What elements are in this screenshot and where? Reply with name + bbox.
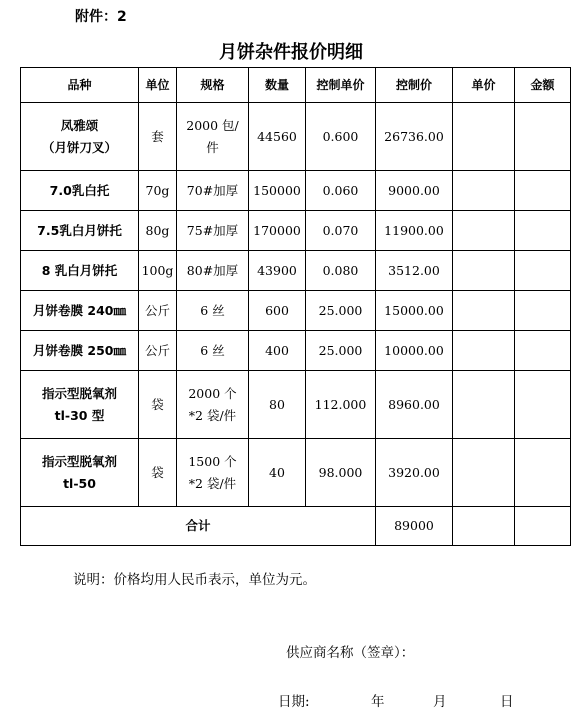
col-header-variety: 品种 <box>21 68 139 103</box>
cell-spec <box>177 211 249 251</box>
cell-control-price: 26736.00 <box>376 103 453 171</box>
header-row <box>21 68 571 103</box>
cell-spec-line: 80#加厚 <box>186 262 239 278</box>
cell-variety-line: 指示型脱氧剂 <box>41 385 117 401</box>
cell-unit-price <box>453 251 515 291</box>
cell-quantity: 170000 <box>249 211 306 251</box>
cell-quantity: 400 <box>249 331 306 371</box>
cell-unit: 套 <box>139 103 177 171</box>
cell-spec-line: 70#加厚 <box>186 182 239 198</box>
cell-quantity: 40 <box>249 439 306 507</box>
table-row <box>21 103 571 171</box>
cell-spec-line: 1500 个 <box>188 453 237 469</box>
col-header-amount: 金额 <box>515 68 571 103</box>
cell-variety-line: 凤雅颂 <box>60 117 99 133</box>
cell-variety <box>21 171 139 211</box>
cell-spec-line: 2000 个 <box>188 385 237 401</box>
cell-spec <box>177 251 249 291</box>
cell-variety-line: 月饼卷膜 240㎜ <box>33 302 126 318</box>
cell-control-unit-price: 0.060 <box>306 171 376 211</box>
cell-unit-price <box>453 211 515 251</box>
cell-quantity: 150000 <box>249 171 306 211</box>
cell-spec-line: 6 丝 <box>200 342 225 358</box>
cell-variety <box>21 371 139 439</box>
date-day: 日 <box>500 694 514 710</box>
cell-spec-line: 2000 包/ <box>186 117 239 133</box>
cell-control-price: 9000.00 <box>376 171 453 211</box>
cell-quantity: 43900 <box>249 251 306 291</box>
cell-unit-price <box>453 291 515 331</box>
col-header-unit-price: 单价 <box>453 68 515 103</box>
cell-control-price: 11900.00 <box>376 211 453 251</box>
cell-amount <box>515 331 571 371</box>
cell-variety-line: （月饼刀叉） <box>41 139 117 155</box>
table-row <box>21 371 571 439</box>
cell-control-price: 10000.00 <box>376 331 453 371</box>
table-row <box>21 171 571 211</box>
cell-amount <box>515 211 571 251</box>
supplier-signature-label: 供应商名称（签章）： <box>286 645 415 661</box>
cell-amount <box>515 171 571 211</box>
cell-variety-line: 7.0乳白托 <box>49 182 110 198</box>
cell-control-unit-price: 0.600 <box>306 103 376 171</box>
col-header-unit: 单位 <box>139 68 177 103</box>
cell-unit: 袋 <box>139 439 177 507</box>
table-row <box>21 439 571 507</box>
table-row <box>21 331 571 371</box>
cell-unit-price <box>453 371 515 439</box>
cell-spec <box>177 439 249 507</box>
date-month: 月 <box>433 694 447 710</box>
cell-variety <box>21 251 139 291</box>
date-label: 日期: <box>278 694 310 710</box>
cell-unit: 公斤 <box>139 291 177 331</box>
cell-variety-line: 月饼卷膜 250㎜ <box>33 342 126 358</box>
cell-variety-line: tl-50 <box>63 475 96 491</box>
cell-quantity: 44560 <box>249 103 306 171</box>
cell-quantity: 600 <box>249 291 306 331</box>
total-row <box>21 507 571 546</box>
cell-control-unit-price: 0.080 <box>306 251 376 291</box>
cell-spec <box>177 371 249 439</box>
cell-variety <box>21 211 139 251</box>
cell-control-unit-price: 112.000 <box>306 371 376 439</box>
cell-unit-price <box>453 331 515 371</box>
cell-control-unit-price: 98.000 <box>306 439 376 507</box>
col-header-control-price: 控制价 <box>376 68 453 103</box>
cell-spec <box>177 331 249 371</box>
cell-amount <box>515 371 571 439</box>
cell-control-price: 3512.00 <box>376 251 453 291</box>
col-header-quantity: 数量 <box>249 68 306 103</box>
cell-spec-line: 6 丝 <box>200 302 225 318</box>
cell-control-unit-price: 0.070 <box>306 211 376 251</box>
table-row <box>21 291 571 331</box>
cell-control-price: 15000.00 <box>376 291 453 331</box>
cell-variety-line: 7.5乳白月饼托 <box>37 222 122 238</box>
price-note: 说明：价格均用人民币表示，单位为元。 <box>73 572 316 588</box>
cell-variety-line: tl-30 型 <box>54 407 105 423</box>
cell-amount <box>515 103 571 171</box>
cell-spec-line: *2 袋/件 <box>188 475 237 491</box>
cell-spec-line: *2 袋/件 <box>188 407 237 423</box>
cell-unit-price <box>453 103 515 171</box>
cell-amount <box>515 251 571 291</box>
table-row <box>21 211 571 251</box>
cell-spec <box>177 291 249 331</box>
cell-variety-line: 指示型脱氧剂 <box>41 453 117 469</box>
cell-control-price: 8960.00 <box>376 371 453 439</box>
cell-unit-price <box>453 171 515 211</box>
cell-unit-price <box>453 439 515 507</box>
cell-spec-line: 75#加厚 <box>186 222 239 238</box>
cell-amount <box>515 439 571 507</box>
document-title: 月饼杂件报价明细 <box>219 42 363 63</box>
cell-control-price: 3920.00 <box>376 439 453 507</box>
col-header-control-unit-price: 控制单价 <box>306 68 376 103</box>
cell-unit: 100g <box>139 251 177 291</box>
cell-unit: 袋 <box>139 371 177 439</box>
total-amount-cell <box>515 507 571 546</box>
cell-spec <box>177 171 249 211</box>
cell-unit: 80g <box>139 211 177 251</box>
table-row <box>21 251 571 291</box>
total-label: 合计 <box>21 507 376 546</box>
cell-control-unit-price: 25.000 <box>306 291 376 331</box>
cell-control-unit-price: 25.000 <box>306 331 376 371</box>
attachment-label: 附件：2 <box>75 9 127 25</box>
table-body <box>21 103 571 546</box>
cell-unit: 公斤 <box>139 331 177 371</box>
cell-variety <box>21 291 139 331</box>
cell-quantity: 80 <box>249 371 306 439</box>
col-header-spec: 规格 <box>177 68 249 103</box>
cell-variety <box>21 103 139 171</box>
total-value: 89000 <box>376 507 453 546</box>
cell-spec <box>177 103 249 171</box>
cell-unit: 70g <box>139 171 177 211</box>
cell-variety-line: 8 乳白月饼托 <box>41 262 118 278</box>
date-year: 年 <box>371 694 385 710</box>
cell-spec-line: 件 <box>206 139 219 155</box>
cell-variety <box>21 331 139 371</box>
cell-amount <box>515 291 571 331</box>
quote-table <box>20 67 571 546</box>
cell-variety <box>21 439 139 507</box>
total-unit-price-cell <box>453 507 515 546</box>
